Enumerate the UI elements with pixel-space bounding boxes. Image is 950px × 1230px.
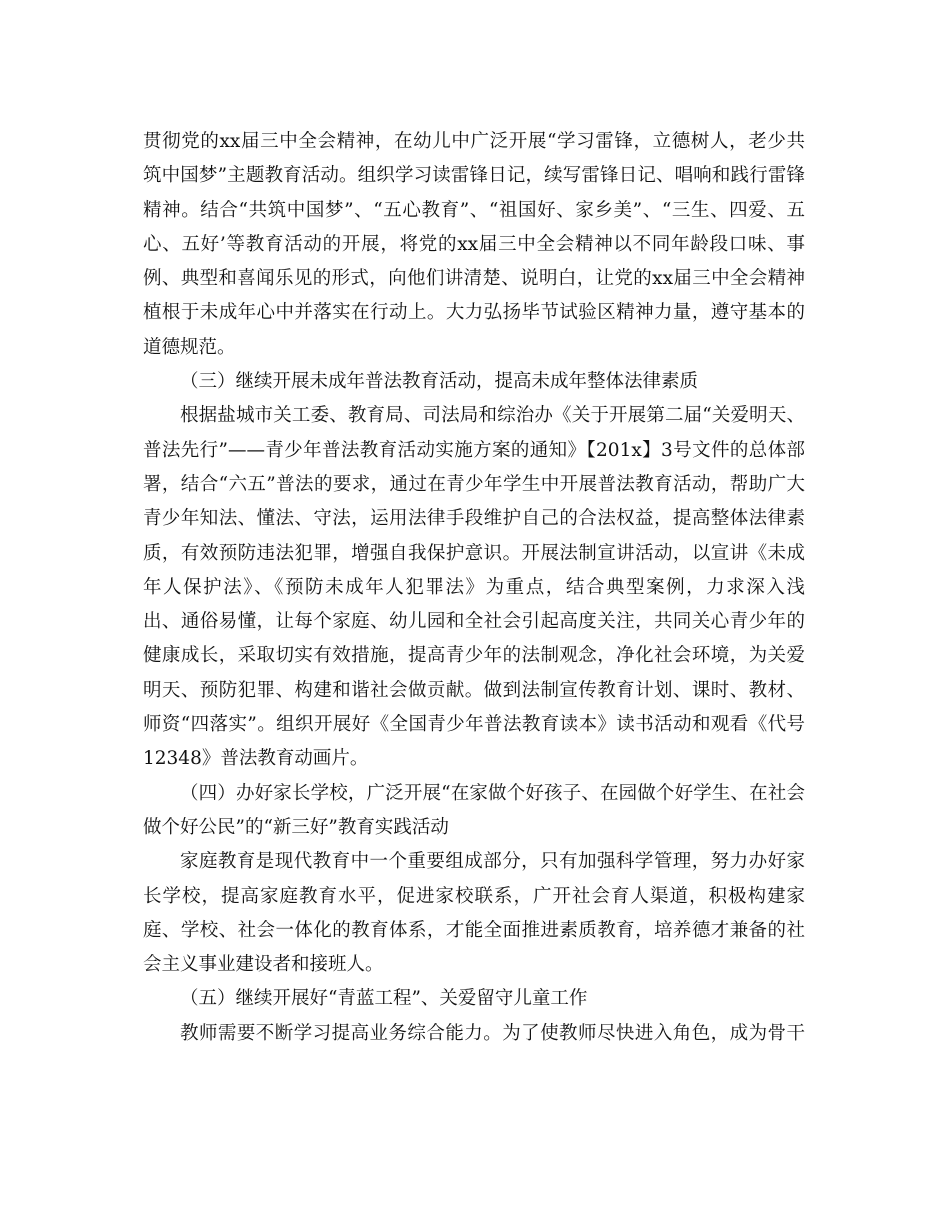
text-line: 健康成长，采取切实有效措施，提高青少年的法制观念，净化社会环境，为关爱 (143, 645, 805, 667)
text-line: 筑中国梦”主题教育活动。组织学习读雷锋日记，续写雷锋日记、唱响和践行雷锋 (143, 165, 805, 187)
text-line: 12348》普法教育动画片。 (143, 748, 369, 770)
text-line: 贯彻党的xx届三中全会精神，在幼儿中广泛开展“学习雷锋，立德树人，老少共 (143, 131, 805, 152)
text-line: （三）继续开展未成年普法教育活动，提高未成年整体法律素质 (180, 371, 699, 393)
text-line: 质，有效预防违法犯罪，增强自我保护意识。开展法制宣讲活动，以宣讲《未成 (143, 542, 805, 564)
text-line: 普法先行”——青少年普法教育活动实施方案的通知》【201x】3号文件的总体部 (143, 439, 805, 461)
text-line: 明天、预防犯罪、构建和谐社会做贡献。做到法制宣传教育计划、课时、教材、 (143, 679, 805, 701)
text-line: 精神。结合“共筑中国梦”、“五心教育”、“祖国好、家乡美”、“三生、四爱、五 (143, 199, 805, 221)
text-line: 道德规范。 (143, 336, 236, 358)
text-line: 庭、学校、社会一体化的教育体系，才能全面推进素质教育，培养德才兼备的社 (143, 919, 805, 941)
text-line: 出、通俗易懂，让每个家庭、幼儿园和全社会引起高度关注，共同关心青少年的 (143, 611, 805, 633)
text-line: 例、典型和喜闻乐见的形式，向他们讲清楚、说明白，让党的xx届三中全会精神 (143, 268, 805, 290)
text-line: 会主义事业建设者和接班人。 (143, 954, 384, 976)
text-line: 教师需要不断学习提高业务综合能力。为了使教师尽快进入角色，成为骨干 (180, 1022, 805, 1044)
text-line: 做个好公民”的“新三好”教育实践活动 (143, 816, 449, 838)
text-line: （四）办好家长学校，广泛开展“在家做个好孩子、在园做个好学生、在社会 (180, 782, 805, 804)
text-line: 青少年知法、懂法、守法，运用法律手段维护自己的合法权益，提高整体法律素 (143, 508, 805, 530)
text-line: 长学校，提高家庭教育水平，促进家校联系，广开社会育人渠道，积极构建家 (143, 885, 805, 907)
text-line: 年人保护法》、《预防未成年人犯罪法》为重点，结合典型案例，力求深入浅 (143, 576, 805, 598)
text-line: 心、五好’等教育活动的开展，将党的xx届三中全会精神以不同年龄段口味、事 (143, 233, 805, 255)
text-line: （五）继续开展好“青蓝工程”、关爱留守儿童工作 (180, 988, 588, 1010)
text-line: 家庭教育是现代教育中一个重要组成部分，只有加强科学管理，努力办好家 (180, 851, 805, 873)
document-page (143, 125, 805, 1051)
text-line: 根据盐城市关工委、教育局、司法局和综治办《关于开展第二届“关爱明天、 (180, 405, 805, 427)
text-line: 师资“四落实”。组织开展好《全国青少年普法教育读本》读书活动和观看《代号 (143, 714, 805, 736)
text-line: 署，结合“六五”普法的要求，通过在青少年学生中开展普法教育活动，帮助广大 (143, 473, 805, 495)
text-line: 植根于未成年心中并落实在行动上。大力弘扬毕节试验区精神力量，遵守基本的 (143, 302, 805, 324)
